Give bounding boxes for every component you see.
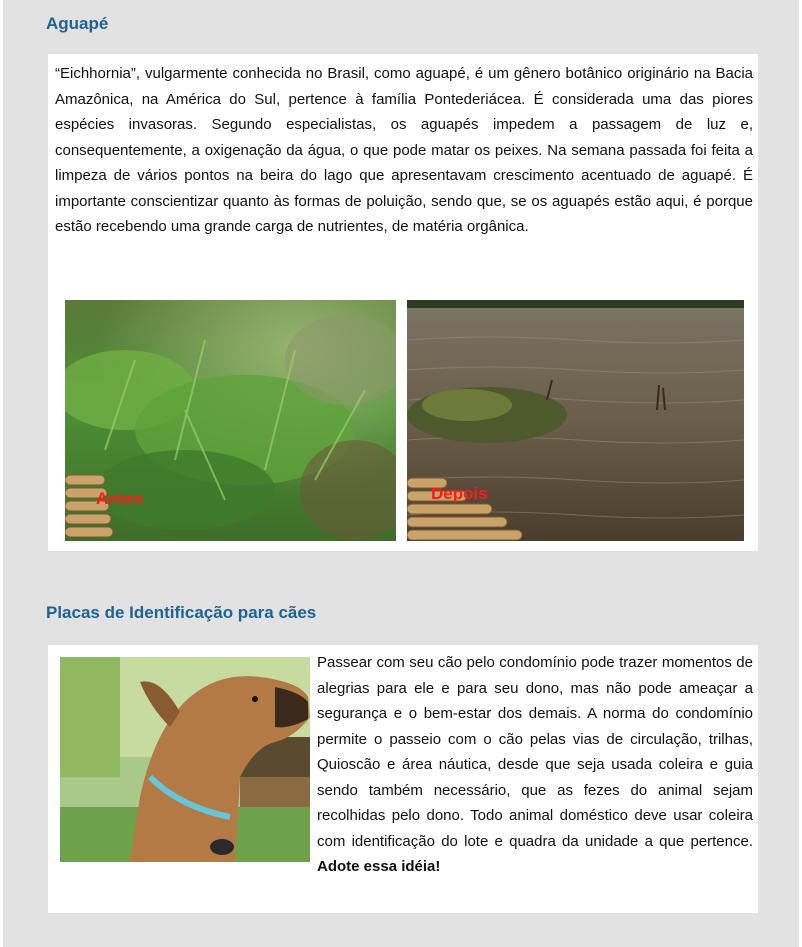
section-title-aguape: Aguapé <box>46 14 109 33</box>
section-aguape-box <box>48 54 758 551</box>
adote-cta: Adote essa idéia! <box>317 858 441 875</box>
photo-before-label: Antes <box>96 489 144 508</box>
aguape-paragraph: “Eichhornia”, vulgarmente conhecida no Brasil, como aguapé, é um gênero botânico originário na Bacia Amazônica, na América do Sul, pertence à família Pontederiácea. É considerada uma das piores espécies invasoras. Segundo especialistas, os aguapés impedem a passagem de luz e, consequentemente, a oxigenação da água, o que pode matar os peixes. Na semana passada foi feita a limpeza de vários pontos na beira do lago que apresentavam crescimento acentuado de aguapé. É importante conscientizar quanto às formas de poluição, sendo que, se os aguapés estão aqui, é porque estão recebendo uma grande carga de nutrientes, de matéria orgânica. <box>55 65 753 235</box>
section-title-placas: Placas de Identificação para cães <box>46 603 317 622</box>
placas-paragraph <box>55 650 753 880</box>
placas-text: Passear com seu cão pelo condomínio pode trazer momentos de alegrias para ele e para seu dono, mas não pode ameaçar a segurança e o bem-estar dos demais. A norma do condomínio permite o passeio com o cão pelas vias de circulação, trilhas, Quioscão e área náutica, desde que seja usada coleira e guia sendo também necessário, que as fezes do animal sejam recolhidas pelo dono. Todo animal doméstico deve usar coleira com identificação do lote e quadra da unidade a que pertence. <box>317 654 753 850</box>
lake-image <box>407 300 744 541</box>
photo-after <box>407 300 744 541</box>
photo-after-label: Depois <box>431 484 488 503</box>
page <box>3 0 799 947</box>
photo-before <box>65 300 396 541</box>
section-placas-box <box>48 645 758 913</box>
dog-photo-spacer <box>55 650 317 878</box>
